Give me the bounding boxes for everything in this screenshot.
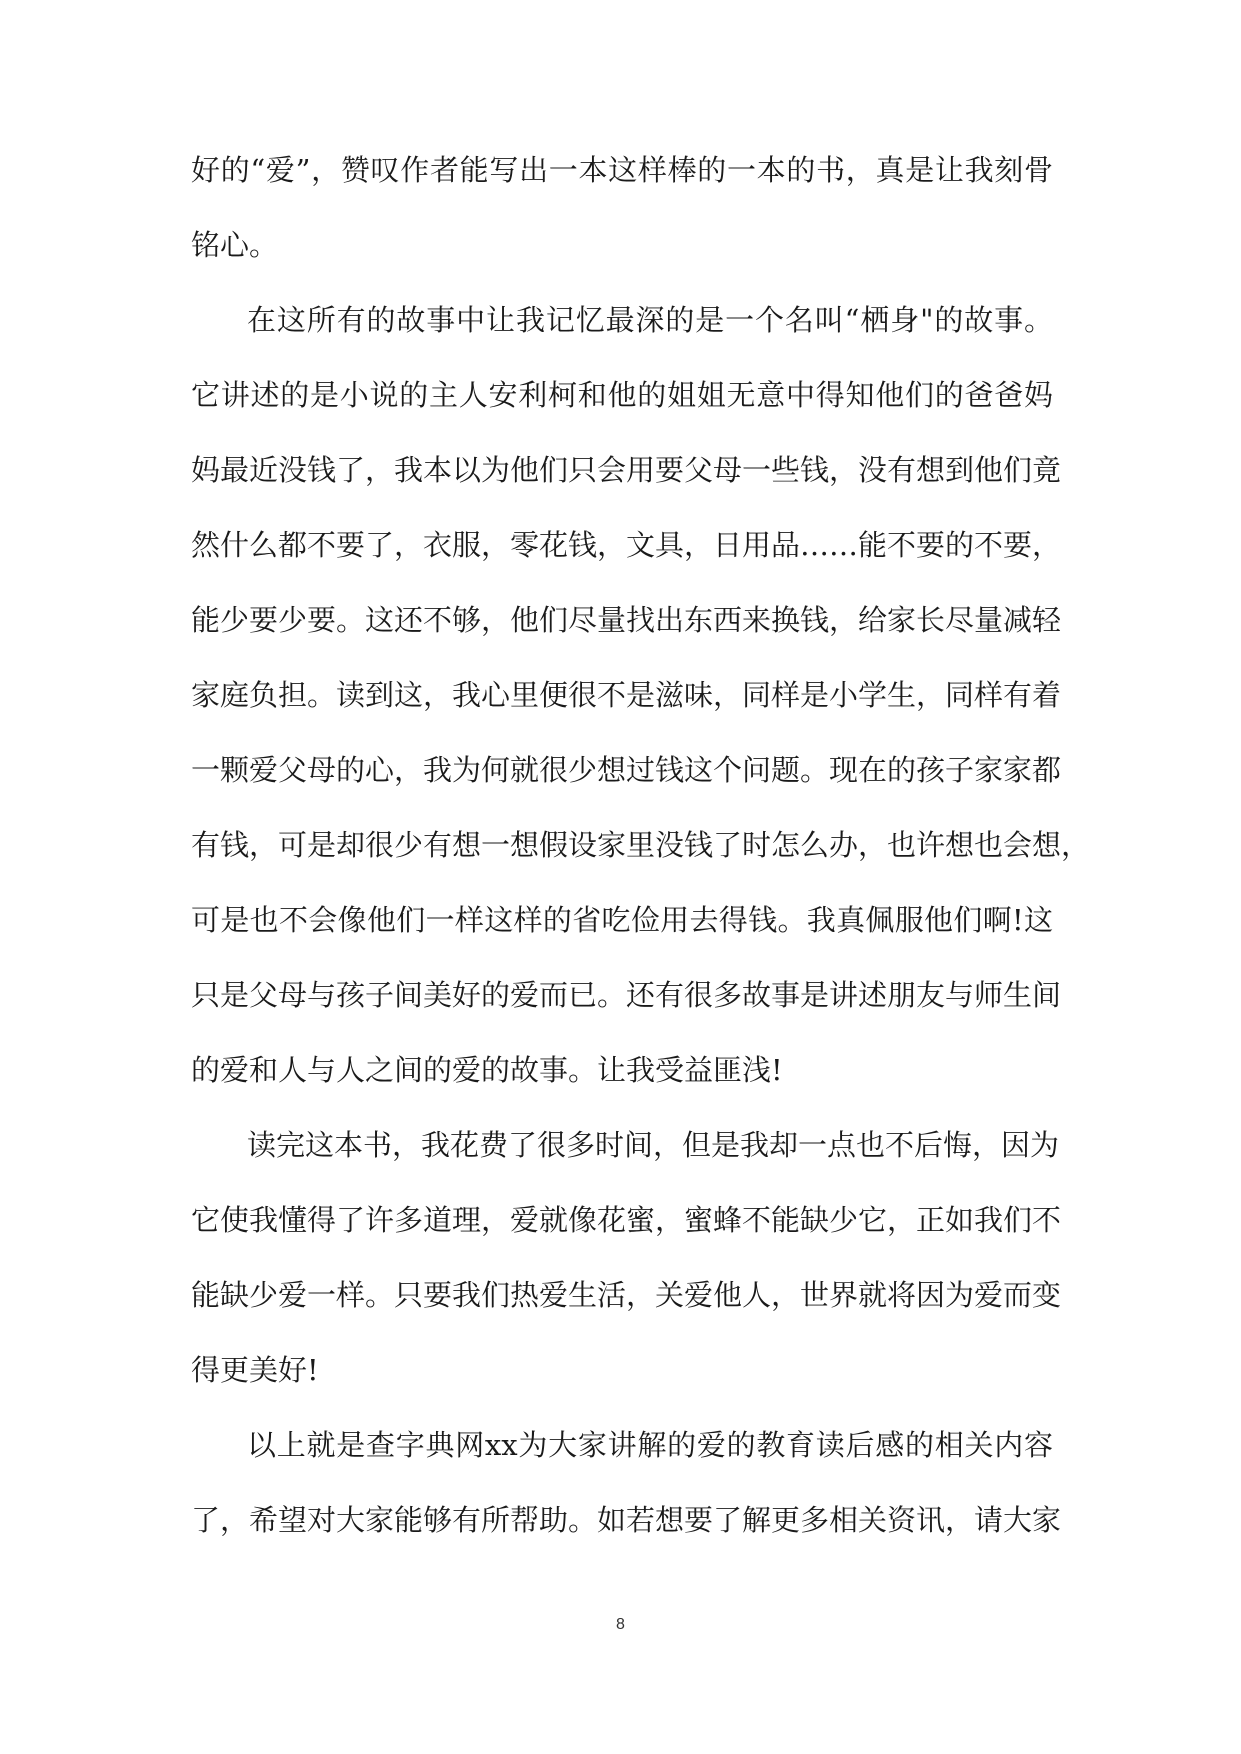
text-line: 可是也不会像他们一样这样的省吃俭用去得钱。我真佩服他们啊!这	[191, 903, 1053, 937]
text-line: 能缺少爱一样。只要我们热爱生活，关爱他人，世界就将因为爱而变	[191, 1278, 1062, 1312]
text-line: 好的“爱”，赞叹作者能写出一本这样棒的一本的书，真是让我刻骨	[191, 153, 1053, 187]
text-line: 只是父母与孩子间美好的爱而已。还有很多故事是讲述朋友与师生间	[191, 978, 1062, 1012]
text-line: 的爱和人与人之间的爱的故事。让我受益匪浅!	[191, 1053, 783, 1087]
text-line: 得更美好!	[191, 1353, 319, 1387]
text-line: 妈最近没钱了，我本以为他们只会用要父母一些钱，没有想到他们竟	[191, 453, 1062, 487]
text-line: 它讲述的是小说的主人安利柯和他的姐姐无意中得知他们的爸爸妈	[191, 378, 1053, 412]
paragraph-first-line: 以上就是查字典网xx为大家讲解的爱的教育读后感的相关内容	[247, 1428, 1053, 1462]
text-line: 了，希望对大家能够有所帮助。如若想要了解更多相关资讯，请大家	[191, 1503, 1062, 1537]
text-line: 铭心。	[191, 228, 279, 262]
paragraph-first-line: 读完这本书，我花费了很多时间，但是我却一点也不后悔，因为	[247, 1128, 1060, 1162]
page-number: 8	[616, 1616, 625, 1633]
paragraph-first-line: 在这所有的故事中让我记忆最深的是一个名叫“栖身"的故事。	[247, 303, 1053, 337]
text-line: 然什么都不要了，衣服，零花钱，文具，日用品……能不要的不要，	[191, 528, 1062, 562]
text-line: 家庭负担。读到这，我心里便很不是滋味，同样是小学生，同样有着	[191, 678, 1062, 712]
text-line: 能少要少要。这还不够，他们尽量找出东西来换钱，给家长尽量减轻	[191, 603, 1062, 637]
text-line: 它使我懂得了许多道理，爱就像花蜜，蜜蜂不能缺少它，正如我们不	[191, 1203, 1062, 1237]
text-line: 一颗爱父母的心，我为何就很少想过钱这个问题。现在的孩子家家都	[191, 753, 1062, 787]
text-line: 有钱，可是却很少有想一想假设家里没钱了时怎么办，也许想也会想，	[191, 828, 1091, 862]
